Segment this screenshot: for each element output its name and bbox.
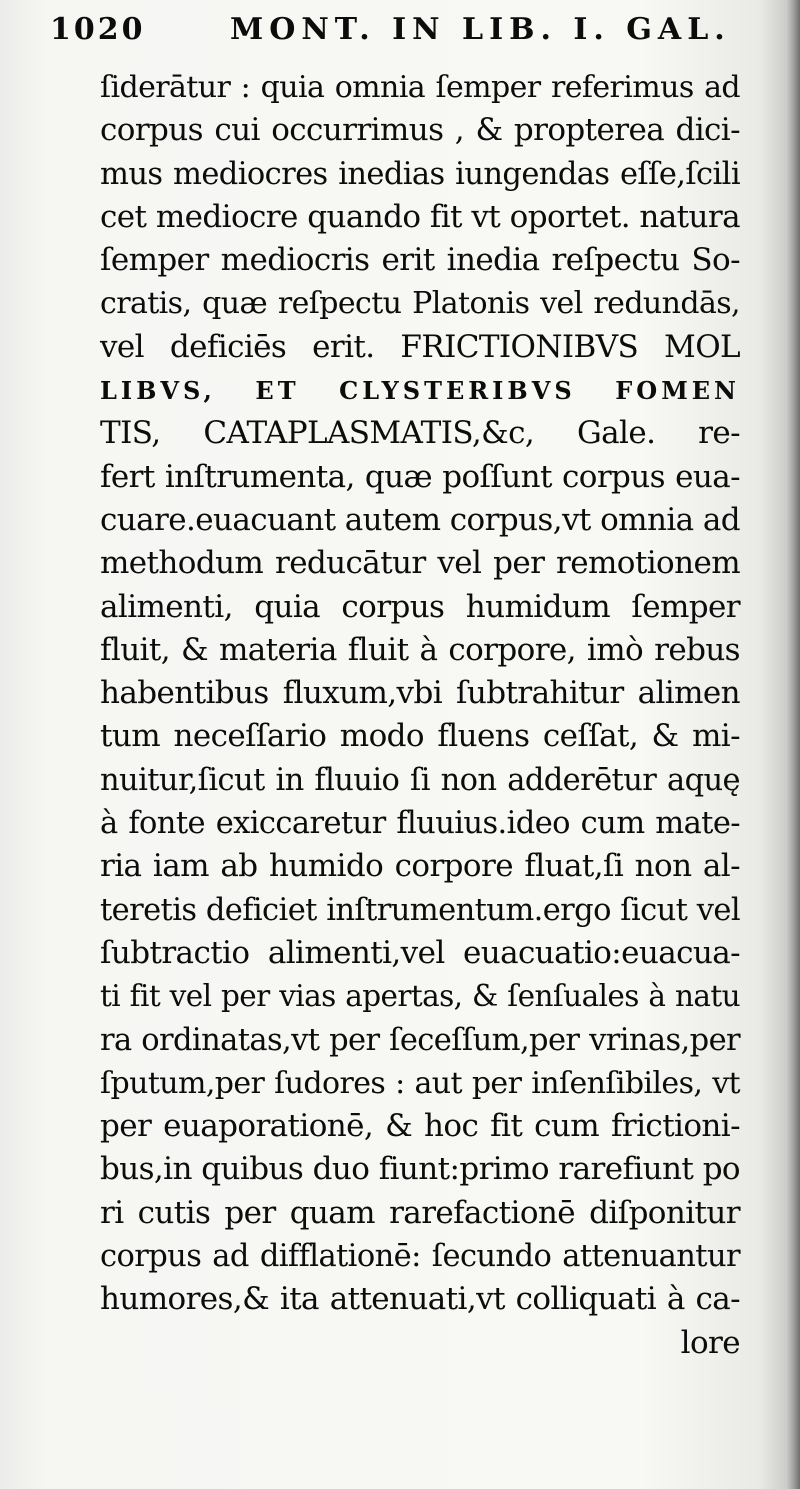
text-line: ri cutis per quam rarefactionē diſponitur: [100, 1194, 740, 1231]
text-line: cuare.euacuant autem corpus,vt omnia ad: [100, 501, 740, 538]
text-line: methodum reducātur vel per remotionem: [100, 545, 740, 582]
text-line: per euaporationē, & hoc fit cum frictioni-: [100, 1108, 740, 1145]
text-line: cratis, quæ reſpectu Platonis vel redundās,: [100, 286, 740, 322]
text-line: tum neceſſario modo fluens ceſſat, & mi-: [100, 718, 740, 755]
page-gutter-shadow: [786, 0, 800, 1489]
text-line: habentibus fluxum,vbi ſubtrahitur alimen: [100, 675, 740, 712]
text-line: nuitur,ſicut in fluuio ſi non adderētur aquę: [100, 762, 740, 798]
text-line: fluit, & materia fluit à corpore, imò rebus: [100, 631, 740, 668]
text-line: alimenti, quia corpus humidum ſemper: [100, 588, 740, 625]
text-line: corpus cui occurrimus , & propterea dici-: [100, 112, 740, 149]
text-line: fert inſtrumenta, quæ poſſunt corpus eua-: [100, 458, 740, 495]
body-text: [100, 66, 740, 1365]
catchword: lore: [680, 1324, 740, 1361]
text-line: cet mediocre quando fit vt oportet. natura: [100, 198, 740, 235]
text-line: teretis deficiet inſtrumentum.ergo ſicut vel: [100, 892, 740, 928]
text-line: humores,& ita attenuati,vt colliquati à ca-: [100, 1281, 740, 1318]
text-line-caps: LIBVS, ET CLYSTERIBVS FOMEN: [100, 376, 740, 406]
text-line: bus,in quibus duo fiunt:primo rarefiunt po: [100, 1151, 740, 1188]
text-line: ra ordinatas,vt per ſeceſſum,per vrinas,per: [100, 1022, 740, 1058]
running-head: MONT. IN LIB. I. GAL.: [230, 12, 731, 47]
text-line: ria iam ab humido corpore fluat,ſi non al-: [100, 848, 740, 885]
text-line: corpus ad difflationē: ſecundo attenuantur: [100, 1239, 740, 1275]
text-line: à fonte exiccaretur fluuius.ideo cum mate-: [100, 806, 740, 842]
text-line: TIS, CATAPLASMATIS,&c, Gale. re-: [100, 415, 740, 452]
text-line: vel deficiēs erit. FRICTIONIBVS MOL: [100, 328, 740, 365]
text-line: ſubtractio alimenti,vel euacuatio:euacua-: [100, 934, 740, 971]
text-line: ſemper mediocris erit inedia reſpectu So-: [100, 242, 740, 279]
page-header: [50, 12, 750, 62]
text-line: ti fit vel per vias apertas, & ſenſuales à natu: [100, 979, 740, 1014]
page-number: 1020: [50, 12, 146, 47]
text-line: mus mediocres inedias iungendas eſſe,ſcili: [100, 156, 740, 192]
text-line: ſiderātur : quia omnia ſemper referimus ad: [100, 70, 740, 105]
text-line: ſputum,per ſudores : aut per inſenſibiles, vt: [100, 1065, 740, 1101]
